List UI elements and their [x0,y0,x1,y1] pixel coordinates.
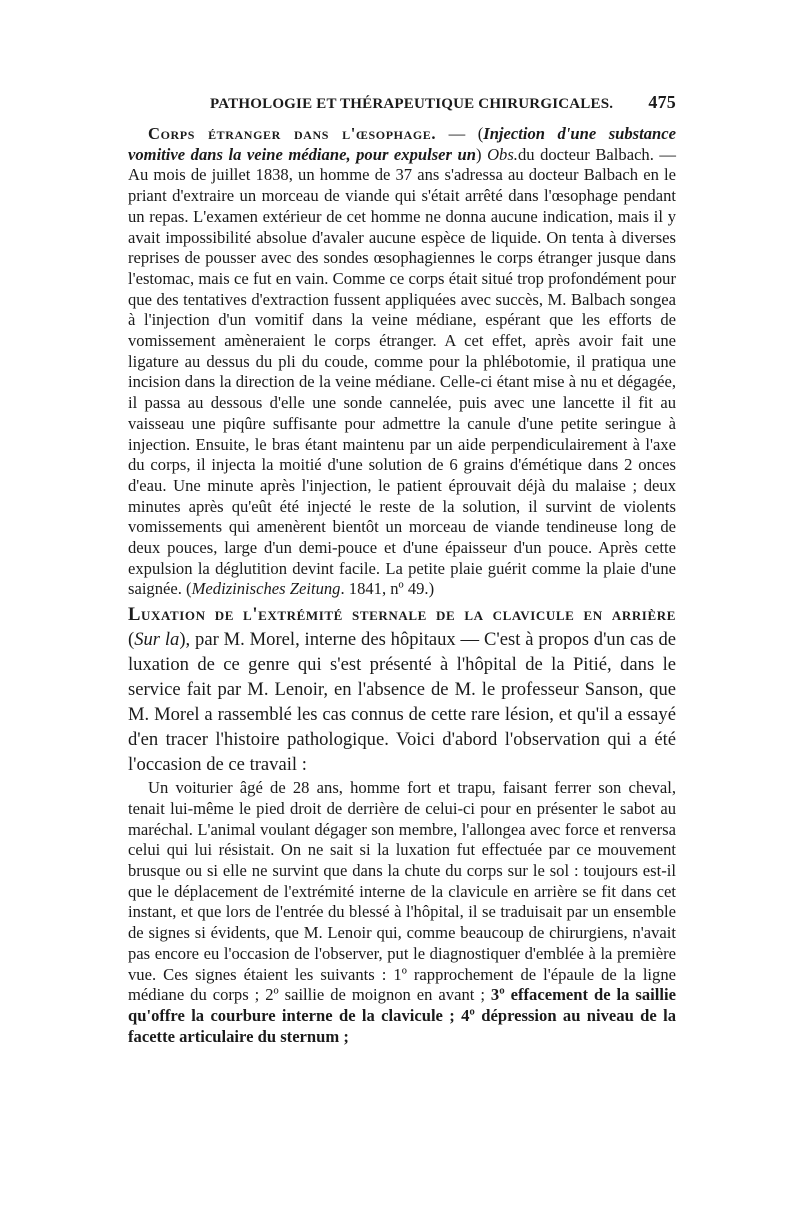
article-body: par M. Morel, interne des hôpitaux — C'est à propos d'un cas de luxation de ce genre qui s'est présenté à l'hôpital de la Pitié, dans le service fait par M. Lenoir, en l'absence de M. le professeur Sanson, que M. Morel a rassemblé les cas connus de cette rare lésion, et qu'il a essayé d'en tracer l'histoire pathologique. Voici d'abord l'observation qui a été l'occasion de ce travail : [128,629,676,776]
obs-label: Obs. [487,144,518,164]
article-heading: Corps étranger dans l'œsophage. [148,124,437,143]
observation-tail: 3º effacement de la saillie qu'offre la courbure interne de la clavicule ; 4º dépression au niveau de la facette articulaire du sternum ; [128,985,676,1046]
source-journal: Medizinisches Zeitung [191,579,341,599]
observation-paragraph [128,778,676,1047]
sur-la: Sur la [134,629,180,651]
title-close: ) [476,144,488,164]
book-page [128,92,676,1047]
article-body: du docteur Balbach. — Au mois de juillet 1838, un homme de 37 ans s'adressa au docteur Balbach en le priant d'extraire un morceau de viande qui s'était arrêté dans l'œsophage pendant un repas. L'examen extérieur de cet homme ne donna aucune indication, mais il y avait impossibilité absolue d'avaler aucune espèce de liquide. On tenta à diverses reprises de pousser avec des sondes œsophagiennes le corps étranger jusque dans l'estomac, mais ce fut en vain. Comme ce corps était situé trop profondément pour que des tentatives d'extraction fussent appliquées avec succès, M. Balbach songea à l'injection d'un vomitif dans la veine médiane, espérant que les efforts de vomissement amèneraient le corps étranger. A cet effet, après avoir fait une ligature au dessus du pli du coude, comme pour la phlébotomie, il pratiqua une incision dans la direction de la veine médiane. Celle-ci étant mise à nu et dégagée, il passa au dessous d'elle une sonde cannelée, puis avec une lancette il fit au vaisseau une piqûre suffisante pour admettre la canule d'une petite seringue à injection. Ensuite, le bras étant maintenu par un aide perpendiculairement à l'axe du corps, il injecta la moitié d'une solution de 6 grains d'émétique dans 2 onces d'eau. Une minute après l'injection, le patient éprouvait déjà du malaise ; deux minutes après qu'eût été injecté le reste de la solution, il survint de violents vomissements qui amenèrent bientôt un morceau de viande tendineuse long de deux pouces, large d'un demi-pouce et d'une épaisseur d'un pouce. Après cette expulsion la déglutition devint facile. La petite plaie guérit comme la plaie d'une saignée. ( [128,144,677,599]
article-heading: Luxation de l'extrémité sternale de la clavicule en arrière [128,604,676,626]
running-title: PATHOLOGIE ET THÉRAPEUTIQUE CHIRURGICALES. [210,96,614,112]
page-number: 475 [648,92,676,112]
source-citation: . 1841, nº 49.) [340,579,435,599]
article-clavicle-luxation [128,602,676,777]
running-header [210,92,676,116]
heading-dash: — ( [436,124,484,143]
paren-open: ( [128,629,135,651]
observation-body: Un voiturier âgé de 28 ans, homme fort et trapu, faisant ferrer son cheval, tenait lui-même le pied droit de derrière de celui-ci pour en présenter le sabot au maréchal. L'animal voulant dégager son membre, l'allongea avec force et renversa celui qui lui résistait. On ne sait si la luxation fut effectuée par ce mouvement brusque ou si elle ne survint que dans la chute du corps sur le sol : toujours est-il que le déplacement de l'extrémité interne de la clavicule en arrière se fit dans cet instant, et que lors de l'entrée du blessé à l'hôpital, il se traduisait par un ensemble de signes si évidents, que M. Lenoir qui, comme beaucoup de chirurgiens, n'avait pas encore eu l'occasion de l'observer, put le diagnostiquer d'emblée à la première vue. Ces signes étaient les suivants : 1º rapprochement de l'épaule de la ligne médiane du corps ; 2º saillie de moignon en avant ; [128,778,676,1005]
article-title: Injection d'une substance vomitive dans la veine médiane, pour expulser un [128,124,677,164]
article-foreign-body-esophagus [128,124,676,600]
paren-close: ), [179,629,196,651]
